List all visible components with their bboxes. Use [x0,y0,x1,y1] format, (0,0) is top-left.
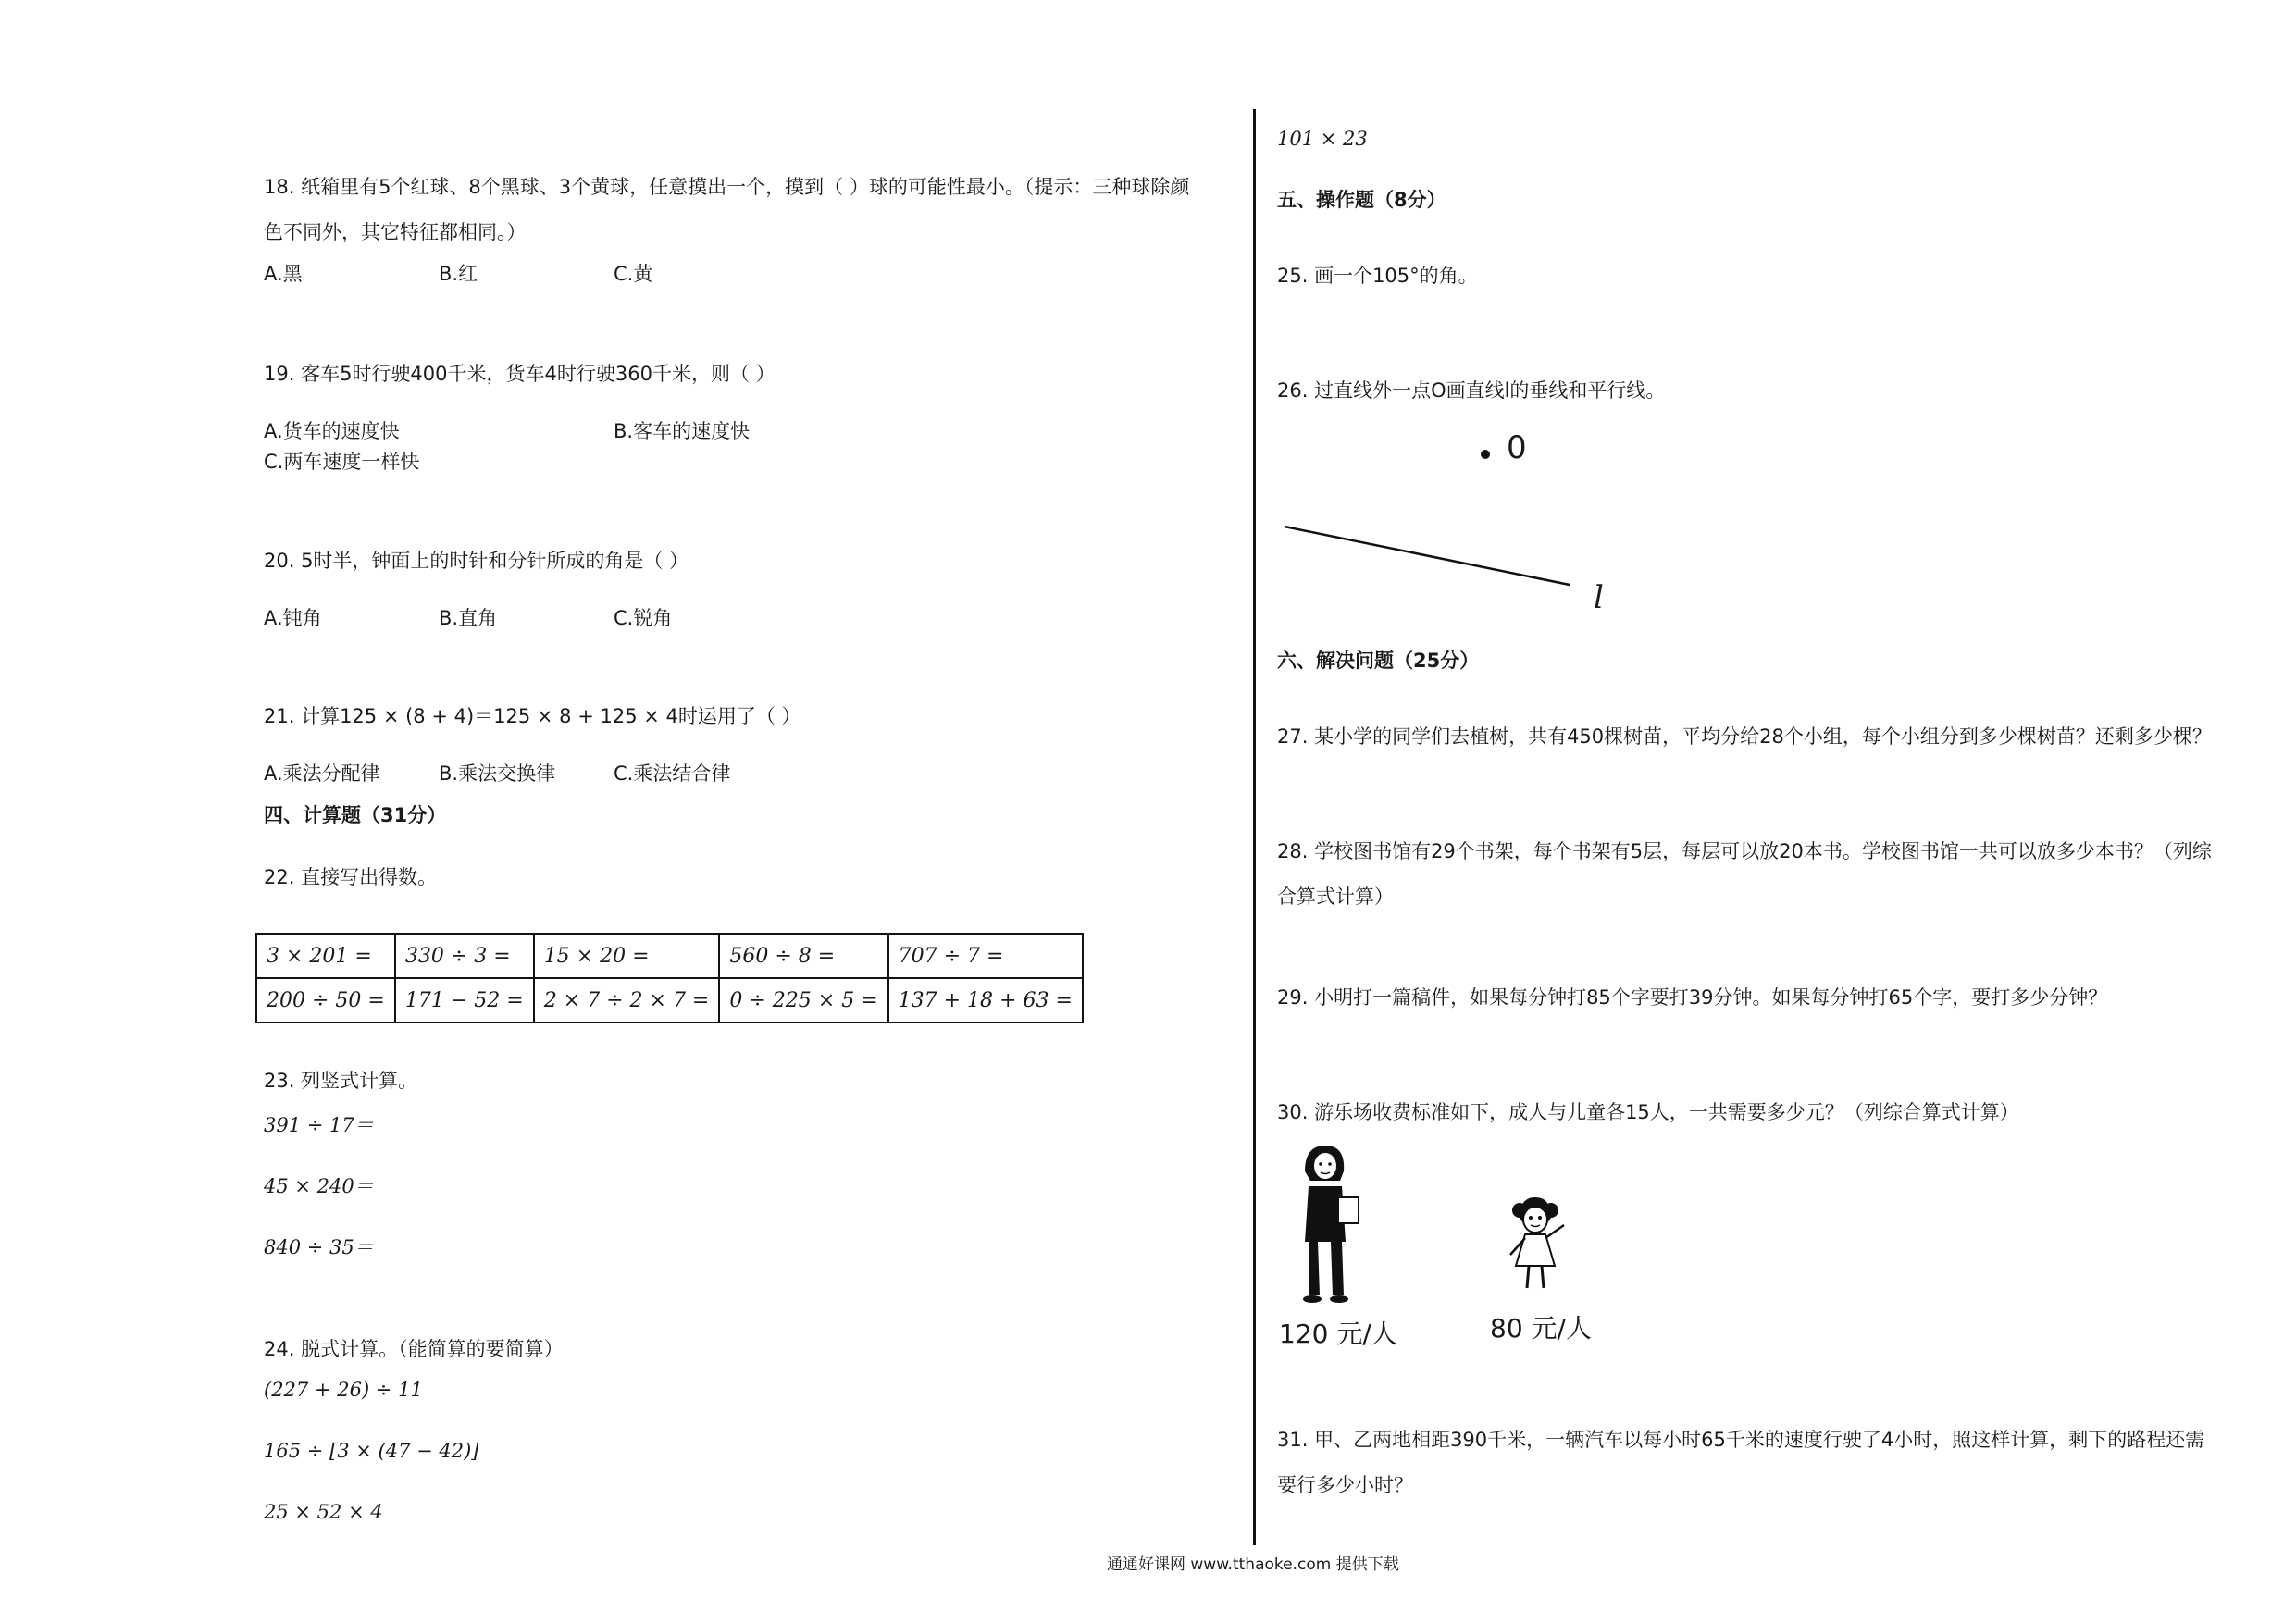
q23-item: 840 ÷ 35＝ [264,1236,374,1258]
question-20-text: 20. 5时半，钟面上的时针和分针所成的角是（ ） [264,550,689,572]
question-28-text: 28. 学校图书馆有29个书架，每个书架有5层，每层可以放20本书。学校图书馆一共可以放多少本书？（列综 [1277,840,2212,862]
table-cell: 3 × 201 = [256,934,395,978]
question-18-text-cont: 色不同外，其它特征都相同。） [264,221,527,243]
q19-option-c: C.两车速度一样快 [264,451,420,473]
footer-text: 通通好课网 www.tthaoke.com 提供下载 [1107,1555,1399,1574]
question-31-text-cont: 要行多少小时？ [1277,1474,1413,1496]
table-cell: 330 ÷ 3 = [395,934,534,978]
child-price-label: 80 元/人 [1490,1313,1592,1344]
line-l [1277,514,1582,592]
section-5-heading: 五、操作题（8分） [1277,189,1446,211]
q21-option-a: A.乘法分配律 [264,762,380,785]
adult-price-label: 120 元/人 [1279,1319,1397,1349]
table-cell: 200 ÷ 50 = [256,978,395,1022]
point-o [1481,450,1490,459]
q20-option-c: C.锐角 [614,607,673,629]
q24-item: (227 + 26) ÷ 11 [264,1379,423,1401]
question-30-text: 30. 游乐场收费标准如下，成人与儿童各15人，一共需要多少元？（列综合算式计算） [1277,1101,2019,1123]
question-29-text: 29. 小明打一篇稿件，如果每分钟打85个字要打39分钟。如果每分钟打65个字，要打多少分钟？ [1277,986,2108,1009]
question-18-text: 18. 纸箱里有5个红球、8个黑球、3个黄球，任意摸出一个，摸到（ ）球的可能性最小。（提示：三种球除颜 [264,176,1190,198]
q21-option-c: C.乘法结合律 [614,762,731,785]
q24-item: 25 × 52 × 4 [264,1501,383,1523]
q20-option-b: B.直角 [439,607,498,629]
question-25-text: 25. 画一个105°的角。 [1277,265,1478,287]
point-o-label: 0 [1507,429,1527,466]
carried-expression: 101 × 23 [1277,128,1368,150]
table-cell: 707 ÷ 7 = [888,934,1083,978]
question-31-text: 31. 甲、乙两地相距390千米，一辆汽车以每小时65千米的速度行驶了4小时，照这样计算，剩下的路程还需 [1277,1429,2205,1451]
q18-option-a: A.黑 [264,263,303,285]
question-22-text: 22. 直接写出得数。 [264,866,438,888]
question-26-text: 26. 过直线外一点O画直线l的垂线和平行线。 [1277,379,1666,402]
line-l-label: l [1594,579,1604,616]
table-cell: 15 × 20 = [534,934,720,978]
question-27-text: 27. 某小学的同学们去植树，共有450棵树苗，平均分给28个小组，每个小组分到多少棵树苗？还剩多少棵？ [1277,725,2212,748]
column-divider [1253,109,1256,1545]
table-cell: 0 ÷ 225 × 5 = [719,978,887,1022]
section-4-heading: 四、计算题（31分） [264,804,447,826]
adult-figure-image [1286,1144,1370,1307]
q20-option-a: A.钝角 [264,607,322,629]
q23-item: 391 ÷ 17＝ [264,1114,374,1136]
table-row [256,978,1083,1022]
q23-item: 45 × 240＝ [264,1175,374,1197]
question-19-text: 19. 客车5时行驶400千米，货车4时行驶360千米，则（ ） [264,363,776,385]
section-6-heading: 六、解决问题（25分） [1277,650,1480,672]
child-figure-image [1497,1192,1581,1295]
q24-item: 165 ÷ [3 × (47 − 42)] [264,1440,479,1462]
q19-option-a: A.货车的速度快 [264,420,400,442]
q18-option-b: B.红 [439,263,478,285]
table-row [256,934,1083,978]
table-cell: 560 ÷ 8 = [719,934,887,978]
q18-option-c: C.黄 [614,263,653,285]
q22-calc-table [255,933,1084,1023]
table-cell: 137 + 18 + 63 = [888,978,1083,1022]
q21-option-b: B.乘法交换律 [439,762,556,785]
question-24-text: 24. 脱式计算。（能简算的要简算） [264,1338,564,1360]
question-23-text: 23. 列竖式计算。 [264,1070,418,1092]
q19-option-b: B.客车的速度快 [614,420,751,442]
table-cell: 171 − 52 = [395,978,534,1022]
question-28-text-cont: 合算式计算） [1277,886,1394,908]
question-21-text: 21. 计算125 × (8 + 4)＝125 × 8 + 125 × 4时运用了（ ） [264,705,801,727]
table-cell: 2 × 7 ÷ 2 × 7 = [534,978,720,1022]
